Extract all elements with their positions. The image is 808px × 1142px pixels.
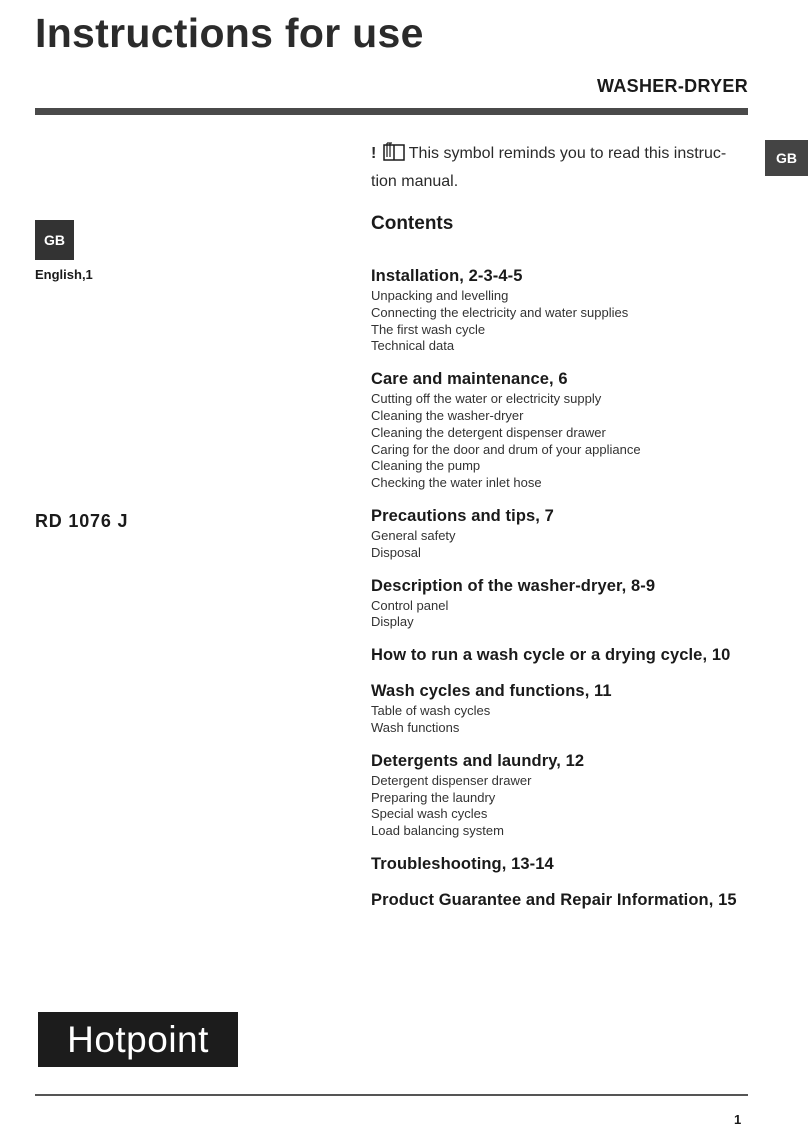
language-side-tab: GB (765, 140, 808, 176)
toc-subitem: Disposal (371, 544, 421, 560)
page-title: Instructions for use (35, 10, 424, 56)
toc-section (371, 679, 771, 737)
toc-section-title: How to run a wash cycle or a drying cycle, 10 (371, 646, 731, 665)
hotpoint-logo: Hotpoint (38, 1012, 238, 1067)
toc-section-title: Precautions and tips, 7 (371, 506, 554, 525)
toc-subitem: Load balancing system (371, 823, 504, 839)
bottom-divider (35, 1094, 748, 1096)
toc-subitem: The first wash cycle (371, 321, 486, 337)
toc-subitem: General safety (371, 527, 456, 543)
toc-subitem: Wash functions (371, 719, 460, 735)
toc-subitem: Unpacking and levelling (371, 288, 509, 303)
toc-section (371, 264, 771, 355)
toc-section (371, 888, 771, 912)
toc-subitem: Preparing the laundry (371, 789, 496, 805)
toc-subitem: Control panel (371, 597, 449, 613)
model-number: RD 1076 J (35, 511, 129, 531)
top-divider (35, 108, 748, 115)
toc-section-title: Wash cycles and functions, 11 (371, 682, 612, 701)
toc-section (371, 574, 771, 632)
toc-subitem: Cutting off the water or electricity supply (371, 391, 602, 407)
toc-subitem: Checking the water inlet hose (371, 475, 542, 491)
toc-section-title: Description of the washer-dryer, 8-9 (371, 576, 656, 595)
notice-text: This symbol reminds you to read this instruc-tion manual. (371, 145, 727, 190)
page-number: 1 (734, 1112, 742, 1127)
toc-section (371, 852, 771, 876)
toc-section (371, 504, 771, 562)
product-type: WASHER-DRYER (597, 76, 748, 96)
toc-subitem: Caring for the door and drum of your appliance (371, 441, 641, 457)
toc-section (371, 749, 771, 840)
toc-section-title: Care and maintenance, 6 (371, 370, 568, 389)
manual-notice (371, 141, 741, 194)
toc-section-title: Troubleshooting, 13-14 (371, 854, 554, 873)
table-of-contents (371, 264, 771, 924)
language-badge: GB (35, 220, 74, 260)
toc-subitem: Connecting the electricity and water supplies (371, 304, 629, 320)
toc-section-title: Product Guarantee and Repair Information, 15 (371, 890, 737, 909)
notice-exclamation: ! (371, 145, 377, 162)
book-icon (383, 142, 405, 169)
toc-subitem: Detergent dispenser drawer (371, 772, 532, 788)
toc-section (371, 643, 771, 667)
toc-section (371, 367, 771, 492)
toc-subitem: Table of wash cycles (371, 703, 491, 719)
toc-subitem: Display (371, 614, 414, 630)
toc-subitem: Cleaning the pump (371, 458, 481, 474)
toc-subitem: Special wash cycles (371, 806, 488, 822)
contents-heading: Contents (371, 213, 454, 234)
toc-subitem: Technical data (371, 338, 455, 354)
language-label: English,1 (35, 267, 93, 282)
toc-subitem: Cleaning the detergent dispenser drawer (371, 424, 606, 440)
toc-section-title: Installation, 2-3-4-5 (371, 267, 523, 285)
toc-section-title: Detergents and laundry, 12 (371, 751, 585, 770)
toc-subitem: Cleaning the washer-dryer (371, 407, 524, 423)
